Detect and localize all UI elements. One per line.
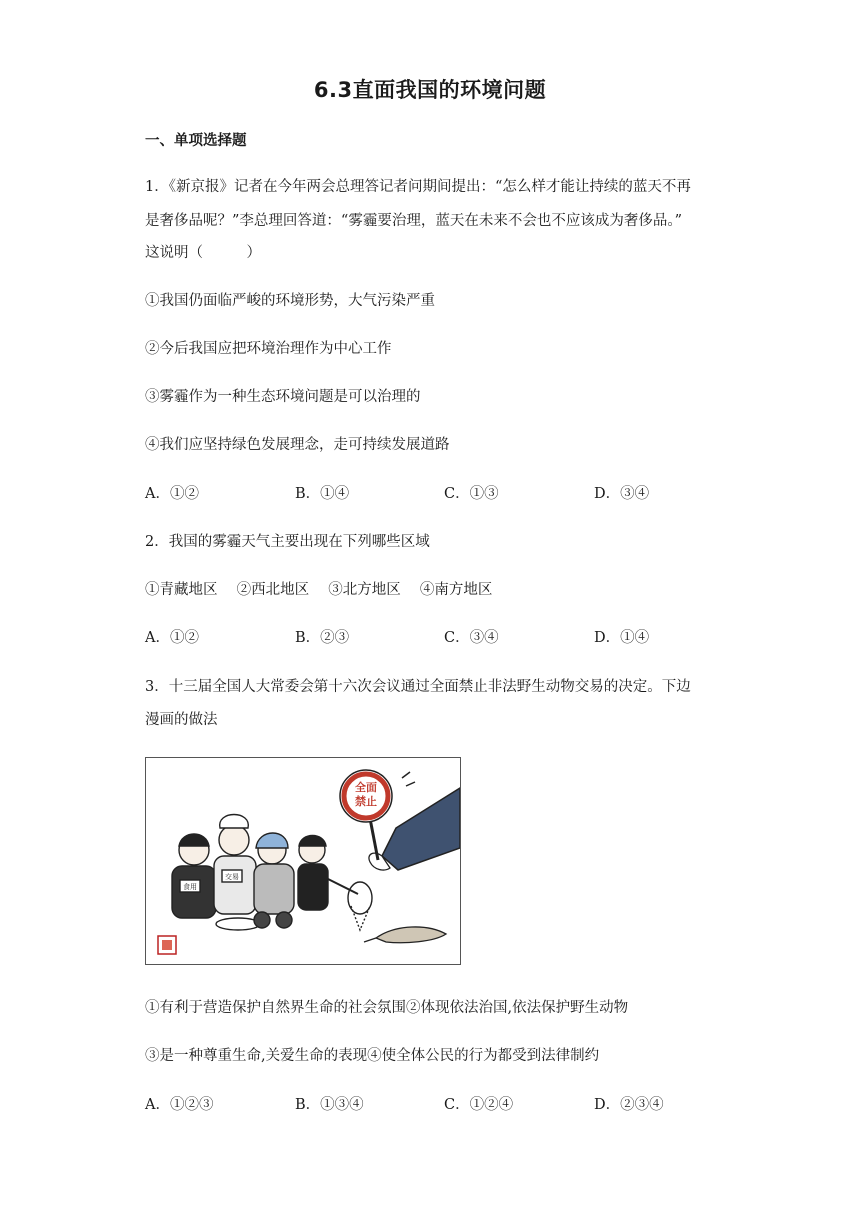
q3-option-b[interactable]: B．①③④ <box>295 1097 364 1113</box>
q1-option-b[interactable]: B．①④ <box>295 486 350 502</box>
q3-option-a[interactable]: A．①②③ <box>145 1097 214 1113</box>
q1-item-1: ①我国仍面临严峻的环境形势，大气污染严重 <box>145 293 435 309</box>
badge-trade-text: 交易 <box>225 873 239 881</box>
cartoon-image <box>145 757 461 965</box>
q3-option-d[interactable]: D．②③④ <box>594 1097 664 1113</box>
q1-item-4: ④我们应坚持绿色发展理念，走可持续发展道路 <box>145 437 450 453</box>
section-heading: 一、单项选择题 <box>145 133 247 149</box>
badge-food-text: 食用 <box>183 883 197 891</box>
sign-text-line-1: 全面 <box>355 781 377 794</box>
q3-option-c[interactable]: C．①②④ <box>444 1097 514 1113</box>
q2-stem: 2．我国的雾霾天气主要出现在下列哪些区域 <box>145 534 430 550</box>
q2-option-b[interactable]: B．②③ <box>295 630 350 646</box>
q1-stem-line-2: 是奢侈品呢？”李总理回答道：“雾霾要治理，蓝天在未来不会也不应该成为奢侈品。” <box>145 213 682 229</box>
q1-item-2: ②今后我国应把环境治理作为中心工作 <box>145 341 392 357</box>
sign-text-line-2: 禁止 <box>355 795 377 808</box>
q2-items: ①青藏地区 ②西北地区 ③北方地区 ④南方地区 <box>145 582 493 598</box>
page-title: 6.3直面我国的环境问题 <box>313 78 547 102</box>
q1-option-a[interactable]: A．①② <box>145 486 199 502</box>
q2-option-a[interactable]: A．①② <box>145 630 199 646</box>
q3-stem-line-2: 漫画的做法 <box>145 712 218 728</box>
q3-items-line-2: ③是一种尊重生命,关爱生命的表现④使全体公民的行为都受到法律制约 <box>145 1048 600 1064</box>
q1-option-c[interactable]: C．①③ <box>444 486 499 502</box>
q1-option-d[interactable]: D．③④ <box>594 486 650 502</box>
q1-item-3: ③雾霾作为一种生态环境问题是可以治理的 <box>145 389 421 405</box>
q1-stem-line-1: 1．《新京报》记者在今年两会总理答记者问期间提出：“怎么样才能让持续的蓝天不再 <box>145 179 691 195</box>
q3-items-line-1: ①有利于营造保护自然界生命的社会氛围②体现依法治国,依法保护野生动物 <box>145 1000 629 1016</box>
q2-option-d[interactable]: D．①④ <box>594 630 650 646</box>
q1-stem-line-3: 这说明（ ） <box>145 245 261 261</box>
q2-option-c[interactable]: C．③④ <box>444 630 499 646</box>
q3-stem-line-1: 3．十三届全国人大常委会第十六次会议通过全面禁止非法野生动物交易的决定。下边 <box>145 679 691 695</box>
